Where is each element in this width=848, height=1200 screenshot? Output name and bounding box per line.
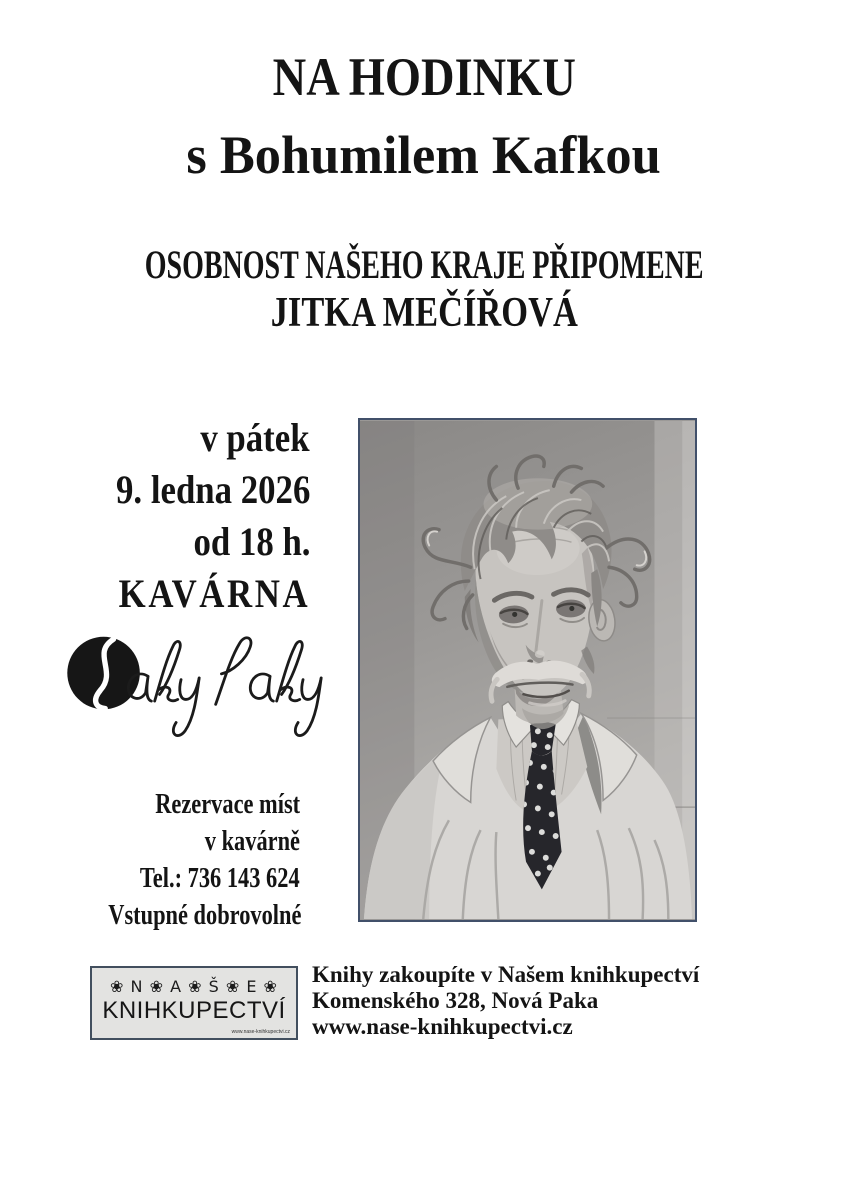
bookstore-logo-box <box>90 966 298 1040</box>
bookstore-info-line1: Knihy zakoupíte v Našem knihkupectví <box>312 962 700 987</box>
reservation-line: Rezervace míst <box>155 789 300 820</box>
script-text <box>128 638 321 736</box>
bookstore-info-url: www.nase-knihkupectvi.cz <box>312 1014 573 1039</box>
title-line-1: NA HODINKU <box>272 47 576 107</box>
event-time: od 18 h. <box>192 519 310 564</box>
bookstore-logo-line2: KNIHKUPECTVÍ <box>102 997 286 1024</box>
event-details <box>60 412 310 620</box>
circle-s-icon <box>67 637 140 710</box>
subtitle-line-1: OSOBNOST NAŠEHO KRAJE PŘIPOMENE <box>144 242 704 287</box>
bookstore-logo-line1: ❀ N ❀ A ❀ Š ❀ E ❀ <box>110 977 278 996</box>
event-day: v pátek <box>200 415 310 460</box>
saky-paky-logo <box>64 630 336 754</box>
reservation-line: Vstupné dobrovolné <box>108 900 302 931</box>
title-line-2: s Bohumilem Kafkou <box>186 125 662 185</box>
reservation-line: v kavárně <box>204 826 300 857</box>
reservation-info <box>60 786 300 934</box>
bookstore-info <box>312 962 699 1040</box>
event-date: 9. ledna 2026 <box>115 467 310 512</box>
reservation-phone: Tel.: 736 143 624 <box>140 863 300 894</box>
bookstore-logo-smallprint: www.nase-knihkupectvi.cz <box>231 1029 290 1035</box>
subtitle-line-2: JITKA MEČÍŘOVÁ <box>270 290 578 336</box>
bookstore-info-line2: Komenského 328, Nová Paka <box>312 988 599 1013</box>
portrait-photo <box>358 418 697 922</box>
event-venue: KAVÁRNA <box>118 571 310 616</box>
